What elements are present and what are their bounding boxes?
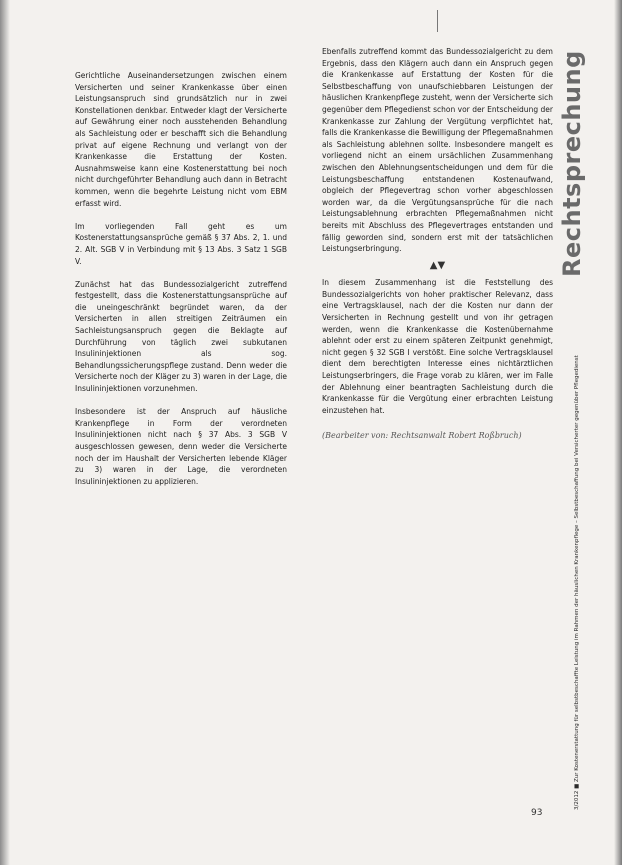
paragraph: Im vorliegenden Fall geht es um Kostenerstattungsansprüche gemäß § 37 Abs. 2, 1. und 2. Alt. SGB V in Verbindung mit § 13 Abs. 3 Satz 1 SGB V. (75, 221, 287, 266)
author-line: (Bearbeiter von: Rechtsanwalt Robert Roßbruch) (322, 431, 522, 441)
page-number: 93 (531, 808, 543, 818)
scan-edge-left (0, 0, 10, 865)
paragraph: Zunächst hat das Bundessozialgericht zutreffend festgestellt, dass die Kostenerstattungsansprüche auf die uneingeschränkt begründet waren, da der Versicherten in allen streitigen Zeiträumen ein Sachleistungsanspruch gegen die Beklagte auf Durchführung von täglich zwei subkutanen Insulininjektionen als sog. Behandlungssicherungspflege zustand. Denn weder die Versicherte noch der Kläger zu 3) waren in der Lage, die Insulininjektionen vorzunehmen. (75, 279, 287, 394)
left-text-column (75, 70, 287, 499)
scan-mark (437, 10, 438, 32)
right-text-column (322, 46, 553, 442)
paragraph: In diesem Zusammenhang ist die Feststellung des Bundessozialgerichts von hoher praktischer Relevanz, dass eine Vertragsklausel, nach der die Kosten nur dann der Versicherten in Rechnung gestellt und von ihr getragen werden, wenn die Krankenkasse die Kostenübernahme ablehnt oder erst zu einem späteren Zeitpunkt genehmigt, nicht gegen § 32 SGB I verstößt. Eine solche Vertragsklausel dient dem berechtigten Interesse eines nichtärztlichen Leistungserbringers, die Frage vorab zu klären, wer im Falle der Ablehnung einer beantragten Sachleistung durch die Krankenkasse für die Vergütung einer erbrachten Leistung einzustehen hat. (322, 278, 553, 415)
section-divider: ▲▼ (429, 260, 446, 272)
scan-edge-right (614, 0, 622, 865)
paragraph: Ebenfalls zutreffend kommt das Bundessozialgericht zu dem Ergebnis, dass den Klägern auch dann ein Anspruch gegen die Krankenkasse auf Erstattung der Kosten für die Selbstbeschaffung von unaufschiebbaren Leistungen der häuslichen Krankenpflege zusteht, wenn der Versicherte sich gegenüber dem Pflegedienst schon vor der Entscheidung der Krankenkasse zur Zahlung der Vergütung verpflichtet hat, falls die Krankenkasse die Bewilligung der Pflegemaßnahmen als Sachleistung ablehnen sollte. Insbesondere mangelt es vorliegend nicht an einem ursächlichen Zusammenhang zwischen den Ablehnungsentscheidungen und dem für die Leistungsbeschaffung entstandenen Kostenaufwand, obgleich der Pflegevertrag schon vorher abgeschlossen worden war, da die Vergütungsansprüche für die nach Leistungsablehnung erbrachten Pflegemaßnahmen nicht bereits mit Abschluss des Pflegevertrages entstanden und fällig geworden sind, sondern erst mit der tatsächlichen Leistungserbringung. (322, 47, 553, 254)
paragraph: Insbesondere ist der Anspruch auf häusliche Krankenpflege in Form der verordneten Insulininjektionen nicht nach § 37 Abs. 3 SGB V ausgeschlossen gewesen, denn weder die Versicherte noch der im Haushalt der Versicherten lebende Kläger zu 3) waren in der Lage, die verordneten Insulininjektionen zu applizieren. (75, 407, 287, 486)
paragraph: Gerichtliche Auseinandersetzungen zwischen einem Versicherten und seiner Krankenkasse über einen Leistungsanspruch sind grundsätzlich nur in zwei Konstellationen denkbar. Entweder klagt der Versicherte auf Gewährung einer noch ausstehenden Behandlung als Sachleistung oder er beschafft sich die Behandlung privat auf eigene Rechnung und verlangt von der Krankenkasse die Erstattung der Kosten. Ausnahmsweise kann eine Kostenerstattung bei noch nicht durchgeführter Behandlung auch dann in Betracht kommen, wenn die begehrte Leistung nicht vom EBM erfasst wird. (75, 71, 287, 208)
section-title: Rechtsprechung (558, 50, 586, 277)
running-header: 3/2012 ■ Zur Kostenerstattung für selbstbeschaffte Leistung im Rahmen der häuslichen Krankenpflege – Selbstbeschaffung bei Versicherter gegenüber Pflegedienst (574, 355, 580, 810)
